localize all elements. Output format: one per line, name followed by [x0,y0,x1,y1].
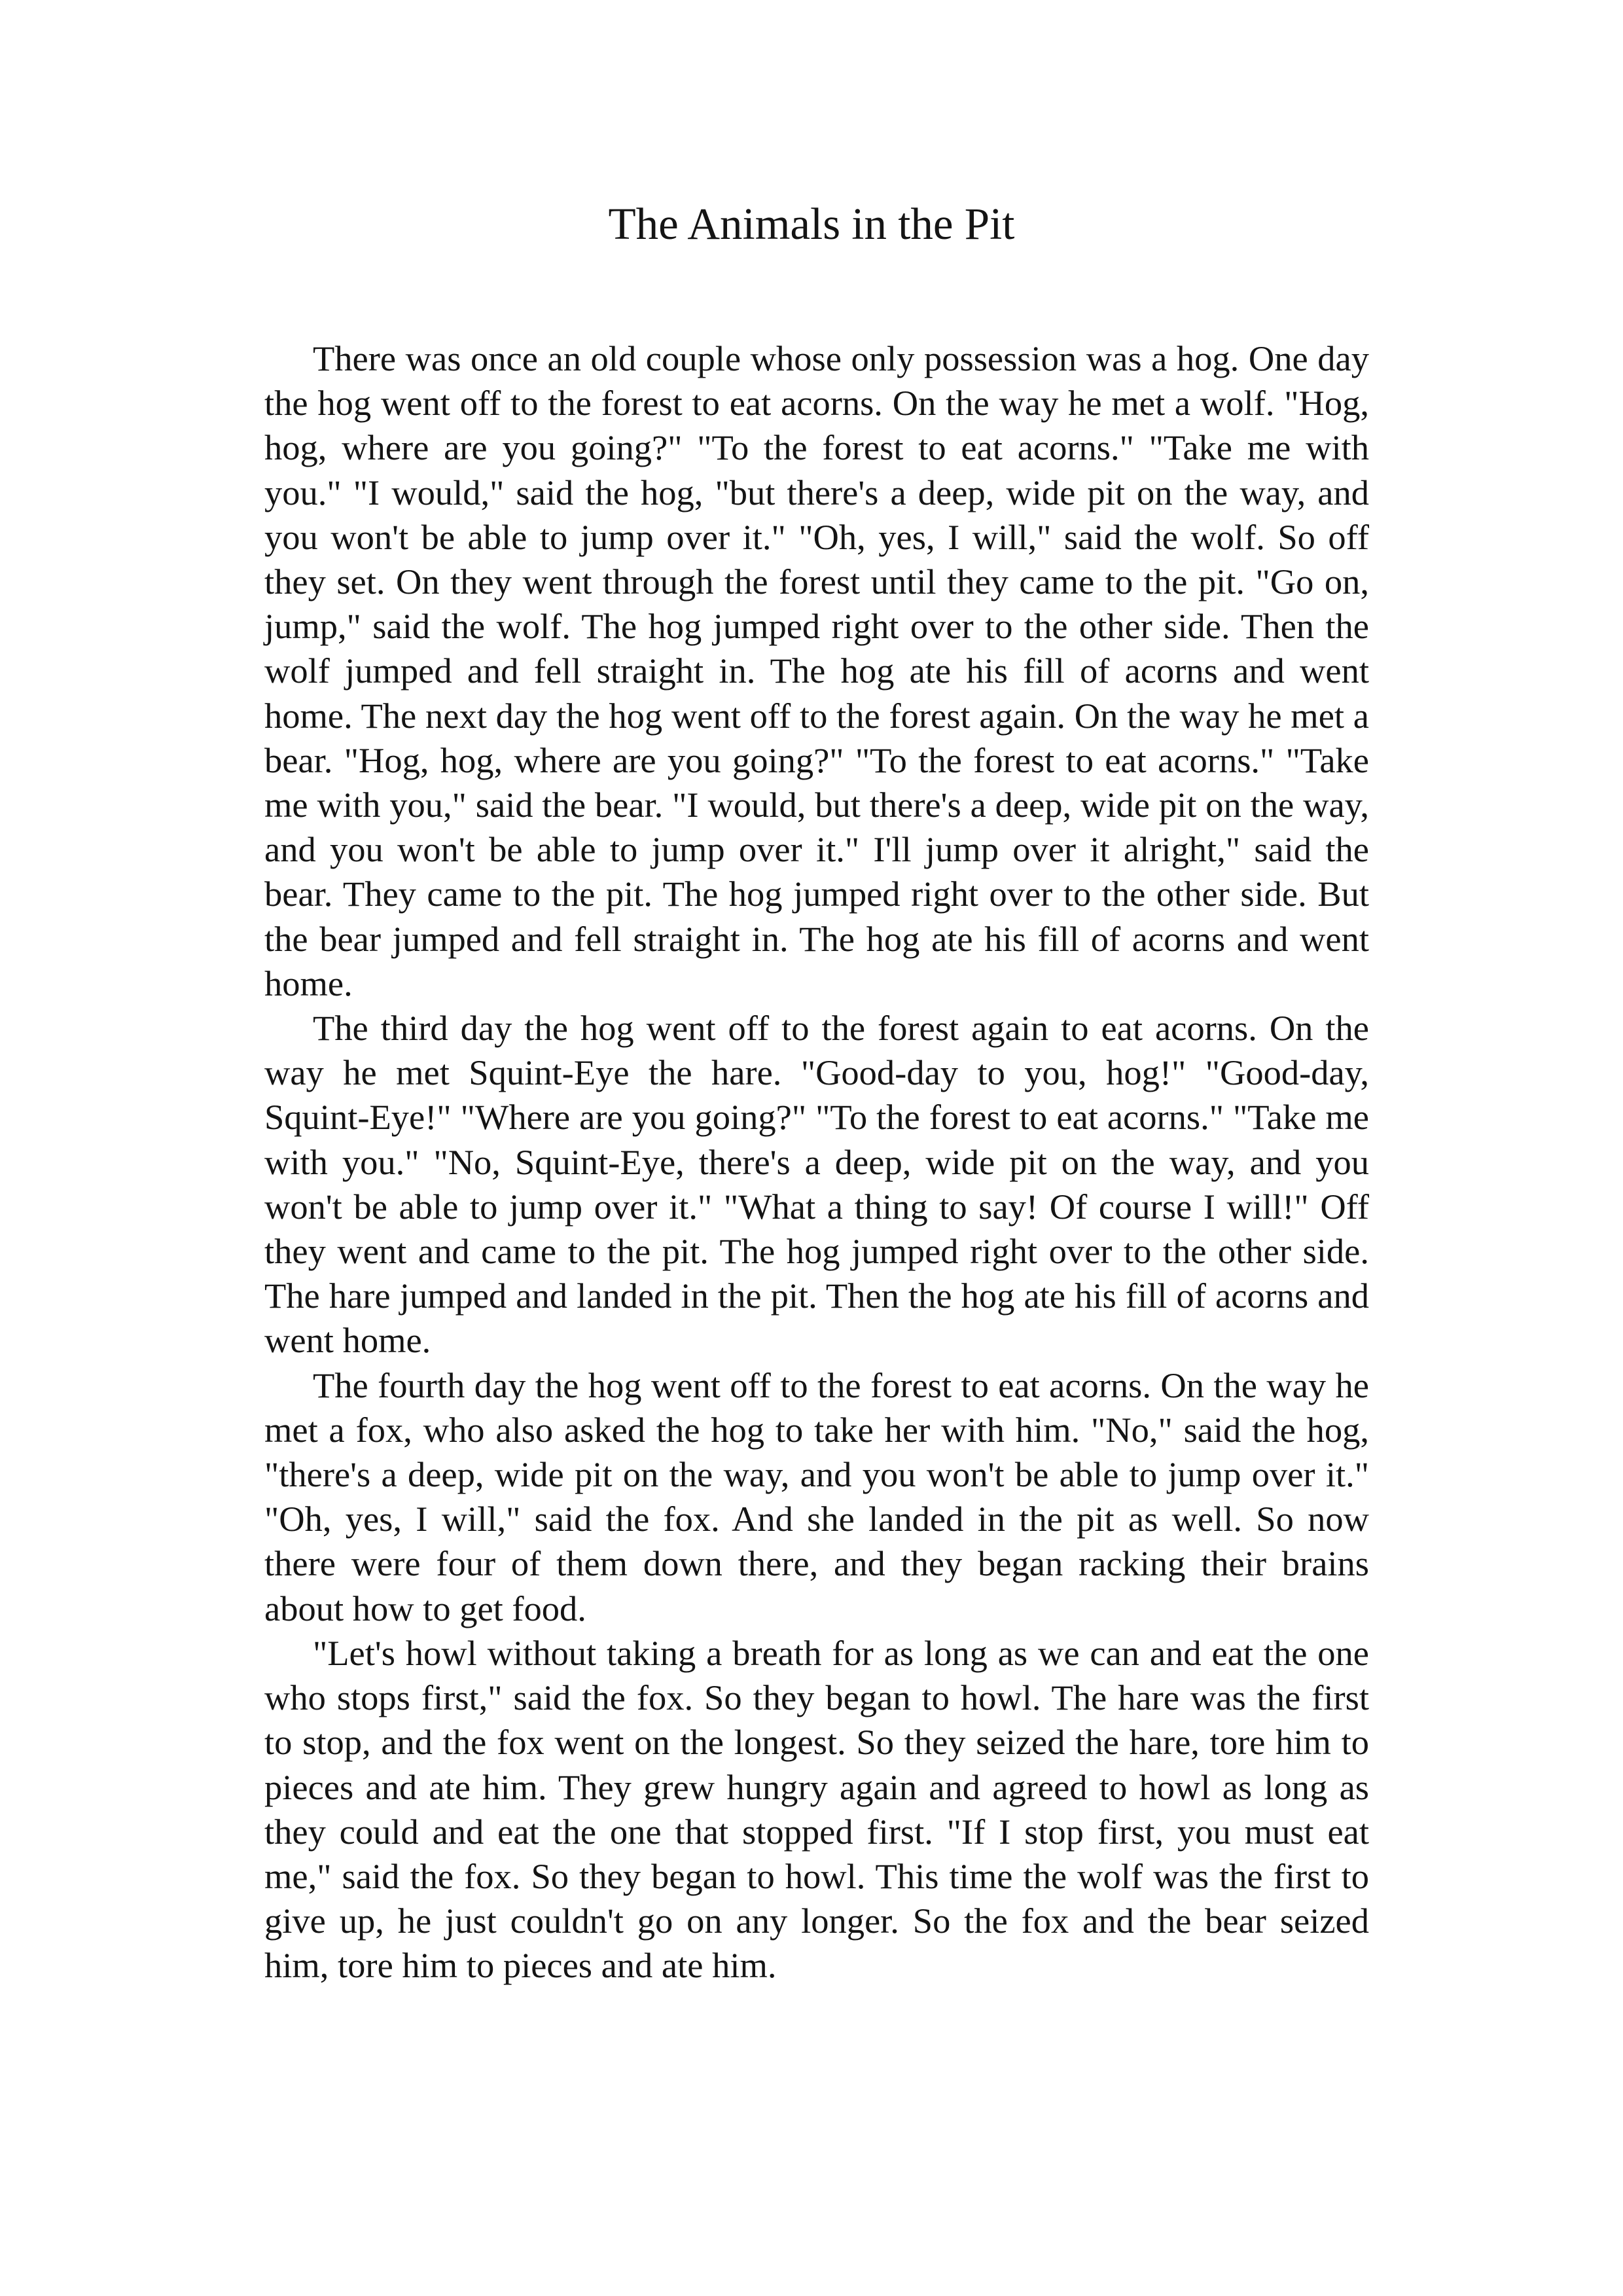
paragraph-2: The third day the hog went off to the forest again to eat acorns. On the way he met Squint-Eye the hare. "Good-day to you, hog!" "Good-day, Squint-Eye!" "Where are you going?" "To the forest to eat acorns." "Take me with you." "No, Squint-Eye, there's a deep, wide pit on the way, and you won't be able to jump over it." "What a thing to say! Of course I will!" Off they went and came to the pit. The hog jumped right over to the other side. The hare jumped and landed in the pit. Then the hog ate his fill of acorns and went home. [264,1008,1369,1361]
story-body [264,336,1369,1988]
paragraph-3: The fourth day the hog went off to the forest to eat acorns. On the way he met a fox, who also asked the hog to take her with him. "No," said the hog, "there's a deep, wide pit on the way, and you won't be able to jump over it." "Oh, yes, I will," said the fox. And she landed in the pit as well. So now there were four of them down there, and they began racking their brains about how to get food. [264,1365,1369,1628]
paragraph-4: "Let's howl without taking a breath for as long as we can and eat the one who stops first," said the fox. So they began to howl. The hare was the first to stop, and the fox went on the longest. So they seized the hare, tore him to pieces and ate him. They grew hungry again and agreed to howl as long as they could and eat the one that stopped first. "If I stop first, you must eat me," said the fox. So they began to howl. This time the wolf was the first to give up, he just couldn't go on any longer. So the fox and the bear seized him, tore him to pieces and ate him. [264,1632,1369,1986]
page-title: The Animals in the Pit [608,199,1015,249]
paragraph-1: There was once an old couple whose only possession was a hog. One day the hog went off to the forest to eat acorns. On the way he met a wolf. "Hog, hog, where are you going?" "To the forest to eat acorns." "Take me with you." "I would," said the hog, "but there's a deep, wide pit on the way, and you won't be able to jump over it." "Oh, yes, I will," said the wolf. So off they set. On they went through the forest until they came to the pit. "Go on, jump," said the wolf. The hog jumped right over to the other side. Then the wolf jumped and fell straight in. The hog ate his fill of acorns and went home. The next day the hog went off to the forest again. On the way he met a bear. "Hog, hog, where are you going?" "To the forest to eat acorns." "Take me with you," said the bear. "I would, but there's a deep, wide pit on the way, and you won't be able to jump over it." I'll jump over it alright," said the bear. They came to the pit. The hog jumped right over to the other side. But the bear jumped and fell straight in. The hog ate his fill of acorns and went home. [264,338,1369,1003]
